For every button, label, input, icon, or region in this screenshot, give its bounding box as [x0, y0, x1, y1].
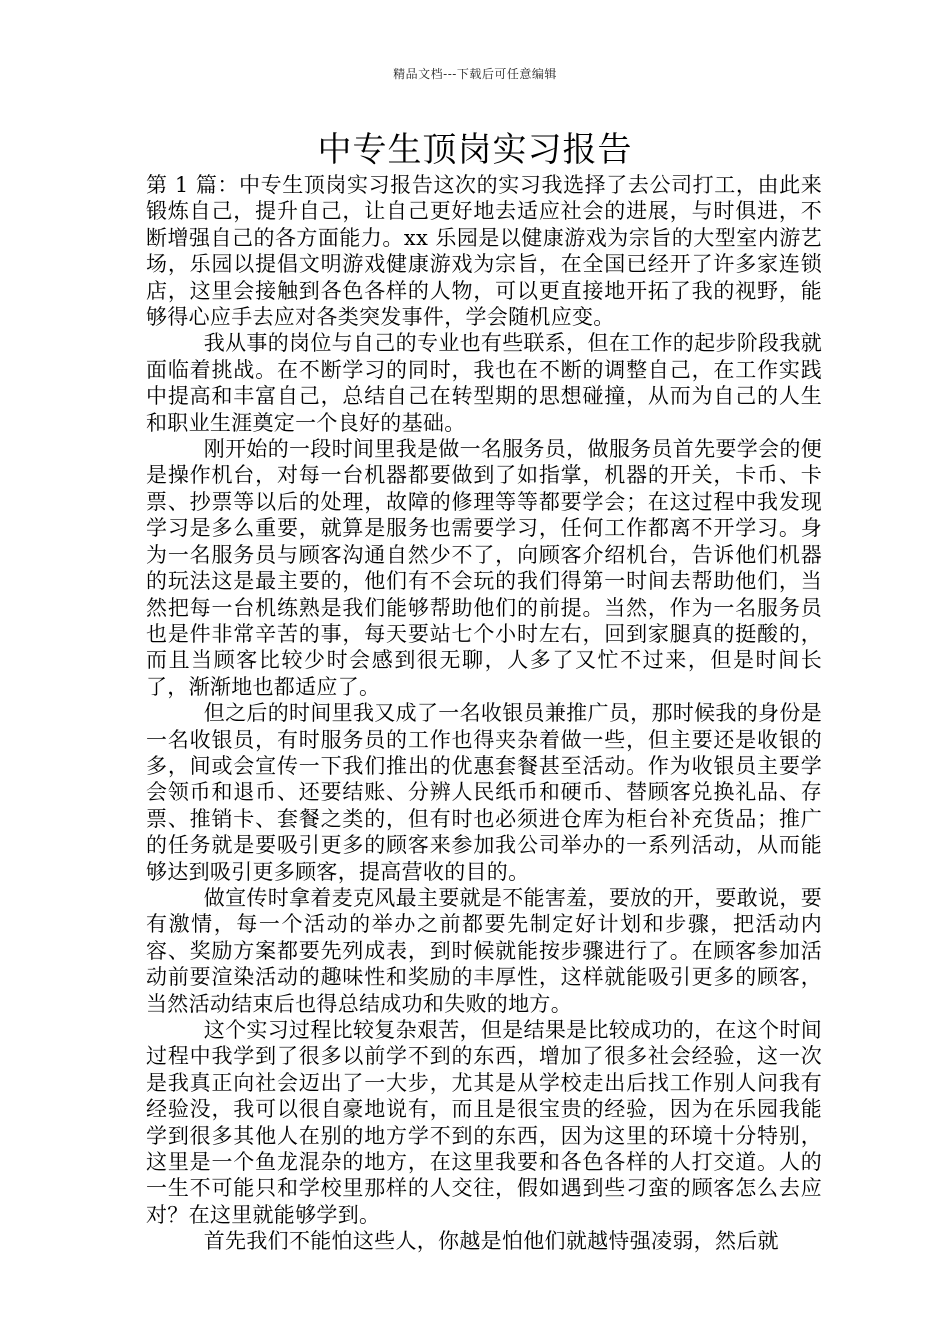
document-title: 中专生顶岗实习报告 — [317, 130, 633, 170]
document-body — [146, 172, 822, 1255]
paragraph-4: 但之后的时间里我又成了一名收银员兼推广员，那时候我的身份是一名收银员，有时服务员的工作也得夹杂着做一些，但主要还是收银的多，间或会宣传一下我们推出的优惠套餐甚至活动。作为收银员主要学会领币和退币、还要结账、分辨人民纸币和硬币、替顾客兑换礼品、存票、推销卡、套餐之类的，但有时也必须进仓库为柜台补充货品；推广的任务就是要吸引更多的顾客来参加我公司举办的一系列活动，从而能够达到吸引更多顾客，提高营收的目的。 — [146, 701, 822, 884]
page-header-note: 精品文档---下载后可任意编辑 — [393, 67, 557, 81]
paragraph-2: 我从事的岗位与自己的专业也有些联系，但在工作的起步阶段我就面临着挑战。在不断学习的同时，我也在不断的调整自己，在工作实践中提高和丰富自己，总结自己在转型期的思想碰撞，从而为自己的人生和职业生涯奠定一个良好的基础。 — [146, 331, 822, 435]
paragraph-3: 刚开始的一段时间里我是做一名服务员，做服务员首先要学会的便是操作机台，对每一台机器都要做到了如指掌，机器的开关，卡币、卡票、抄票等以后的处理，故障的修理等等都要学会；在这过程中我发现学习是多么重要，就算是服务也需要学习，任何工作都离不开学习。身为一名服务员与顾客沟通自然少不了，向顾客介绍机台，告诉他们机器的玩法这是最主要的，他们有不会玩的我们得第一时间去帮助他们，当然把每一台机练熟是我们能够帮助他们的前提。当然，作为一名服务员也是件非常辛苦的事，每天要站七个小时左右，回到家腿真的挺酸的，而且当顾客比较少时会感到很无聊，人多了又忙不过来，但是时间长了，渐渐地也都适应了。 — [146, 437, 822, 699]
paragraph-5: 做宣传时拿着麦克风最主要就是不能害羞，要放的开，要敢说，要有激情，每一个活动的举办之前都要先制定好计划和步骤，把活动内容、奖励方案都要先列成表，到时候就能按步骤进行了。在顾客参加活动前要渲染活动的趣味性和奖励的丰厚性，这样就能吸引更多的顾客，当然活动结束后也得总结成功和失败的地方。 — [146, 885, 822, 1016]
paragraph-7: 首先我们不能怕这些人，你越是怕他们就越恃强凌弱，然后就 — [203, 1229, 779, 1254]
paragraph-1: 第 1 篇：中专生顶岗实习报告这次的实习我选择了去公司打工，由此来锻炼自己，提升自己，让自己更好地去适应社会的进展，与时俱进，不断增强自己的各方面能力。xx 乐园是以健康游戏为宗旨的大型室内游艺场，乐园以提倡文明游戏健康游戏为宗旨，在全国已经开了许多家连锁店，这里会接触到各色各样的人物，可以更直接地开拓了我的视野，能够得心应手去应对各类突发事件，学会随机应变。 — [146, 173, 822, 330]
paragraph-6: 这个实习过程比较复杂艰苦，但是结果是比较成功的，在这个时间过程中我学到了很多以前学不到的东西，增加了很多社会经验，这一次是我真正向社会迈出了一大步，尤其是从学校走出后找工作别人问我有经验没，我可以很自豪地说有，而且是很宝贵的经验，因为在乐园我能学到很多其他人在别的地方学不到的东西，因为这里的环境十分特别，这里是一个鱼龙混杂的地方，在这里我要和各色各样的人打交道。人的一生不可能只和学校里那样的人交往，假如遇到些刁蛮的顾客怎么去应对？在这里就能够学到。 — [146, 1018, 822, 1227]
